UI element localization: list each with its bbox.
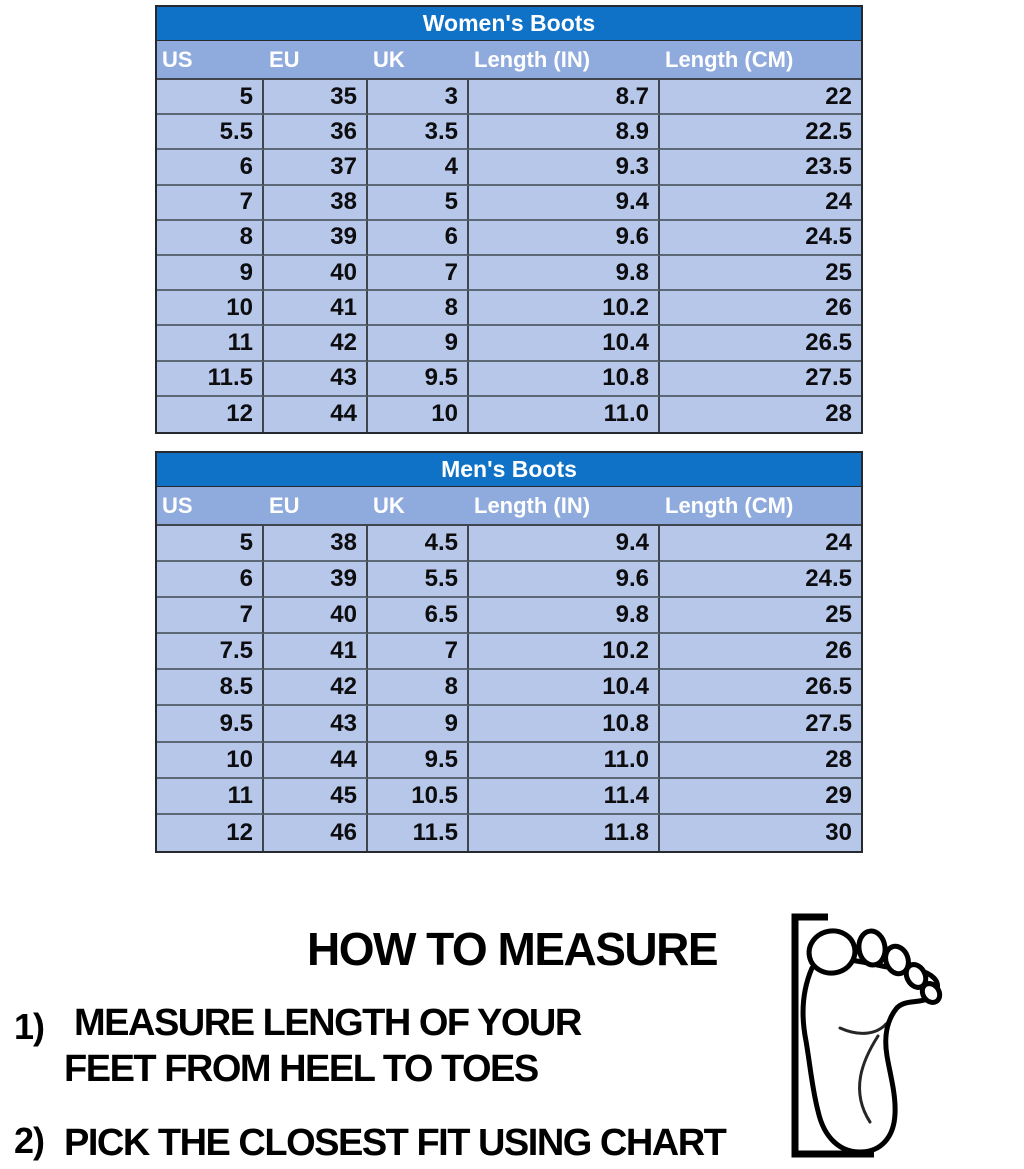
toe	[857, 929, 887, 966]
table-cell: 10	[157, 743, 264, 779]
step-text	[64, 1120, 725, 1166]
table-cell: 4.5	[368, 526, 469, 562]
how-to-measure-heading: HOW TO MEASURE	[306, 923, 718, 975]
table-cell: 41	[264, 634, 368, 670]
step-text-line: MEASURE LENGTH OF YOUR	[74, 1002, 581, 1044]
table-cell: 6.5	[368, 598, 469, 634]
table-cell: 10.2	[469, 634, 660, 670]
table-cell: 27.5	[660, 362, 861, 397]
table-cell: 11.8	[469, 815, 660, 851]
table-cell: 41	[264, 291, 368, 326]
table-cell: 38	[264, 186, 368, 221]
table-cell: 5	[157, 80, 264, 115]
table-cell: 45	[264, 779, 368, 815]
table-cell: 8.5	[157, 670, 264, 706]
table-cell: 10	[368, 397, 469, 432]
table-cell: 9.4	[469, 526, 660, 562]
table-header-row	[157, 487, 861, 526]
column-header: EU	[269, 46, 300, 72]
table-cell: 9.8	[469, 598, 660, 634]
table-cell: 9.5	[157, 706, 264, 742]
table-cell: 9.5	[368, 362, 469, 397]
table-cell: 26	[660, 291, 861, 326]
table-cell: 7	[157, 598, 264, 634]
table-cell: 8	[368, 670, 469, 706]
table-cell: 3	[368, 80, 469, 115]
table-cell: 5	[368, 186, 469, 221]
table-cell: 3.5	[368, 115, 469, 150]
table-cell: 10.8	[469, 706, 660, 742]
table-cell: 10.8	[469, 362, 660, 397]
column-header: Length (IN)	[474, 492, 591, 518]
table-cell: 24	[660, 186, 861, 221]
table-cell: 39	[264, 221, 368, 256]
table-cell: 26.5	[660, 670, 861, 706]
table-cell: 10.4	[469, 670, 660, 706]
measure-step-2	[14, 1120, 725, 1166]
table-cell: 8.9	[469, 115, 660, 150]
table-cell: 29	[660, 779, 861, 815]
table-cell: 8.7	[469, 80, 660, 115]
table-cell: 24.5	[660, 562, 861, 598]
measure-step-1	[14, 1000, 581, 1092]
table-cell: 7	[368, 256, 469, 291]
table-cell: 9.3	[469, 150, 660, 185]
table-cell: 11	[157, 779, 264, 815]
table-cell: 39	[264, 562, 368, 598]
column-header: UK	[373, 492, 405, 518]
column-header: US	[162, 46, 193, 72]
table-cell: 26	[660, 634, 861, 670]
table-cell: 27.5	[660, 706, 861, 742]
foot-measure-illustration-icon	[782, 906, 1020, 1166]
table-body	[157, 526, 861, 851]
table-cell: 44	[264, 397, 368, 432]
table-cell: 6	[368, 221, 469, 256]
table-cell: 43	[264, 362, 368, 397]
table-cell: 5	[157, 526, 264, 562]
step-text-line: PICK THE CLOSEST FIT USING CHART	[64, 1122, 726, 1164]
table-cell: 9.8	[469, 256, 660, 291]
table-cell: 30	[825, 818, 852, 846]
table-cell: 42	[264, 326, 368, 361]
table-cell: 25	[660, 256, 861, 291]
table-cell: 12	[157, 397, 264, 432]
table-cell: 22.5	[660, 115, 861, 150]
table-cell: 6	[157, 562, 264, 598]
table-cell: 26.5	[660, 326, 861, 361]
column-header: Length (CM)	[665, 492, 794, 518]
table-cell: 4	[368, 150, 469, 185]
column-header: US	[162, 492, 193, 518]
table-cell: 25	[660, 598, 861, 634]
table-header-row	[157, 41, 861, 80]
step-text	[64, 1000, 581, 1092]
table-cell: 9.4	[469, 186, 660, 221]
column-header: Length (IN)	[474, 46, 591, 72]
table-cell: 22	[660, 80, 861, 115]
table-cell: 42	[264, 670, 368, 706]
step-number: 2)	[14, 1120, 45, 1161]
table-cell: 24	[660, 526, 861, 562]
table-cell: 8	[157, 221, 264, 256]
table-cell: 12	[157, 815, 264, 851]
table-cell: 23.5	[660, 150, 861, 185]
table-cell: 5.5	[157, 115, 264, 150]
table-cell: 10.5	[368, 779, 469, 815]
table-title: Women's Boots	[157, 7, 861, 41]
table-cell: 40	[264, 256, 368, 291]
table-cell: 8	[368, 291, 469, 326]
table-cell: 9.6	[469, 562, 660, 598]
table-cell: 37	[264, 150, 368, 185]
table-cell: 6	[157, 150, 264, 185]
table-cell: 9.6	[469, 221, 660, 256]
table-cell: 7	[368, 634, 469, 670]
table-cell: 38	[264, 526, 368, 562]
table-cell: 44	[264, 743, 368, 779]
table-cell: 11	[157, 326, 264, 361]
table-title: Men's Boots	[157, 453, 861, 487]
table-cell: 24.5	[660, 221, 861, 256]
column-header: Length (CM)	[665, 46, 794, 72]
table-cell: 5.5	[368, 562, 469, 598]
table-cell: 11.5	[368, 815, 469, 851]
table-cell: 10	[157, 291, 264, 326]
table-cell: 10.4	[469, 326, 660, 361]
table-cell: 7.5	[157, 634, 264, 670]
table-cell: 43	[264, 706, 368, 742]
table-cell: 7	[157, 186, 264, 221]
table-cell: 46	[264, 815, 368, 851]
table-cell: 9	[368, 706, 469, 742]
table-cell: 28	[825, 400, 852, 428]
table-cell: 36	[264, 115, 368, 150]
column-header: EU	[269, 492, 300, 518]
womens-boots-size-table	[155, 5, 863, 434]
table-cell: 11.4	[469, 779, 660, 815]
table-cell: 11.5	[157, 362, 264, 397]
table-cell: 28	[660, 743, 861, 779]
mens-boots-size-table	[155, 451, 863, 853]
table-body	[157, 80, 861, 432]
table-cell: 11.0	[469, 743, 660, 779]
table-cell: 9	[157, 256, 264, 291]
table-cell: 10.2	[469, 291, 660, 326]
step-text-line: FEET FROM HEEL TO TOES	[64, 1048, 538, 1090]
table-cell: 9.5	[368, 743, 469, 779]
table-cell: 9	[368, 326, 469, 361]
step-number: 1)	[14, 1006, 45, 1047]
table-cell: 11.0	[469, 397, 660, 432]
table-cell: 35	[264, 80, 368, 115]
column-header: UK	[373, 46, 405, 72]
table-cell: 40	[264, 598, 368, 634]
